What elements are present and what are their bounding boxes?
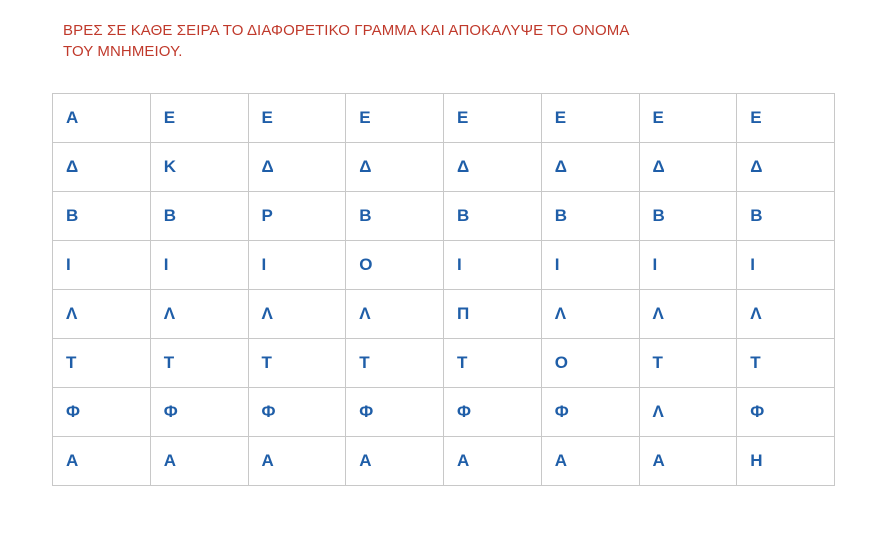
grid-cell: Ε xyxy=(639,94,737,143)
grid-row xyxy=(53,290,835,339)
grid-cell: Δ xyxy=(444,143,542,192)
grid-row xyxy=(53,192,835,241)
grid-cell: Τ xyxy=(53,339,151,388)
grid-cell: Δ xyxy=(248,143,346,192)
instructions-text xyxy=(63,20,823,62)
grid-row xyxy=(53,94,835,143)
grid-cell: Τ xyxy=(248,339,346,388)
letter-grid xyxy=(52,93,835,486)
grid-cell: Β xyxy=(53,192,151,241)
grid-cell: Φ xyxy=(248,388,346,437)
grid-cell: Ε xyxy=(346,94,444,143)
grid-cell: Φ xyxy=(737,388,835,437)
letter-grid-body xyxy=(53,94,835,486)
grid-cell: Β xyxy=(639,192,737,241)
grid-cell: Β xyxy=(444,192,542,241)
grid-cell: Λ xyxy=(150,290,248,339)
grid-cell: Ι xyxy=(541,241,639,290)
grid-cell: Ο xyxy=(541,339,639,388)
grid-cell: Ε xyxy=(248,94,346,143)
grid-cell: Α xyxy=(248,437,346,486)
grid-cell: Φ xyxy=(541,388,639,437)
grid-row xyxy=(53,388,835,437)
grid-cell: Α xyxy=(541,437,639,486)
instructions-line-2: ΤΟΥ ΜΝΗΜΕΙΟΥ. xyxy=(63,43,183,60)
grid-cell: Λ xyxy=(639,290,737,339)
grid-cell: Β xyxy=(737,192,835,241)
grid-row xyxy=(53,241,835,290)
grid-cell: Α xyxy=(53,94,151,143)
instructions-line-1: ΒΡΕΣ ΣΕ ΚΑΘΕ ΣΕΙΡΑ ΤΟ ΔΙΑΦΟΡΕΤΙΚΟ ΓΡΑΜΜΑ ΚΑΙ ΑΠΟΚΑΛΥΨΕ ΤΟ ΟΝΟΜΑ xyxy=(63,22,630,39)
grid-cell: Ι xyxy=(444,241,542,290)
grid-cell: Ι xyxy=(639,241,737,290)
grid-cell: Λ xyxy=(53,290,151,339)
grid-cell: Α xyxy=(444,437,542,486)
grid-cell: Λ xyxy=(639,388,737,437)
grid-cell: Φ xyxy=(150,388,248,437)
grid-cell: Π xyxy=(444,290,542,339)
grid-row xyxy=(53,339,835,388)
grid-cell: Λ xyxy=(541,290,639,339)
grid-cell: Α xyxy=(53,437,151,486)
grid-cell: Β xyxy=(541,192,639,241)
grid-cell: Ε xyxy=(444,94,542,143)
grid-cell: Φ xyxy=(346,388,444,437)
grid-row xyxy=(53,437,835,486)
grid-cell: Ε xyxy=(541,94,639,143)
grid-cell: Φ xyxy=(444,388,542,437)
grid-cell: Ε xyxy=(737,94,835,143)
grid-cell: Δ xyxy=(639,143,737,192)
grid-cell: Ι xyxy=(150,241,248,290)
grid-cell: Φ xyxy=(53,388,151,437)
grid-cell: Τ xyxy=(150,339,248,388)
grid-row xyxy=(53,143,835,192)
grid-cell: Λ xyxy=(346,290,444,339)
grid-cell: Ι xyxy=(737,241,835,290)
grid-cell: Ι xyxy=(248,241,346,290)
grid-cell: Δ xyxy=(346,143,444,192)
grid-cell: Α xyxy=(639,437,737,486)
grid-cell: Ι xyxy=(53,241,151,290)
grid-cell: Κ xyxy=(150,143,248,192)
grid-cell: Λ xyxy=(737,290,835,339)
grid-cell: Ε xyxy=(150,94,248,143)
grid-cell: Α xyxy=(150,437,248,486)
grid-cell: Ο xyxy=(346,241,444,290)
grid-cell: Β xyxy=(150,192,248,241)
grid-cell: Α xyxy=(346,437,444,486)
grid-cell: Ρ xyxy=(248,192,346,241)
grid-cell: Δ xyxy=(53,143,151,192)
grid-cell: Λ xyxy=(248,290,346,339)
grid-cell: Τ xyxy=(639,339,737,388)
grid-cell: Τ xyxy=(346,339,444,388)
grid-cell: Τ xyxy=(737,339,835,388)
grid-cell: Η xyxy=(737,437,835,486)
grid-cell: Β xyxy=(346,192,444,241)
grid-cell: Τ xyxy=(444,339,542,388)
grid-cell: Δ xyxy=(737,143,835,192)
grid-cell: Δ xyxy=(541,143,639,192)
